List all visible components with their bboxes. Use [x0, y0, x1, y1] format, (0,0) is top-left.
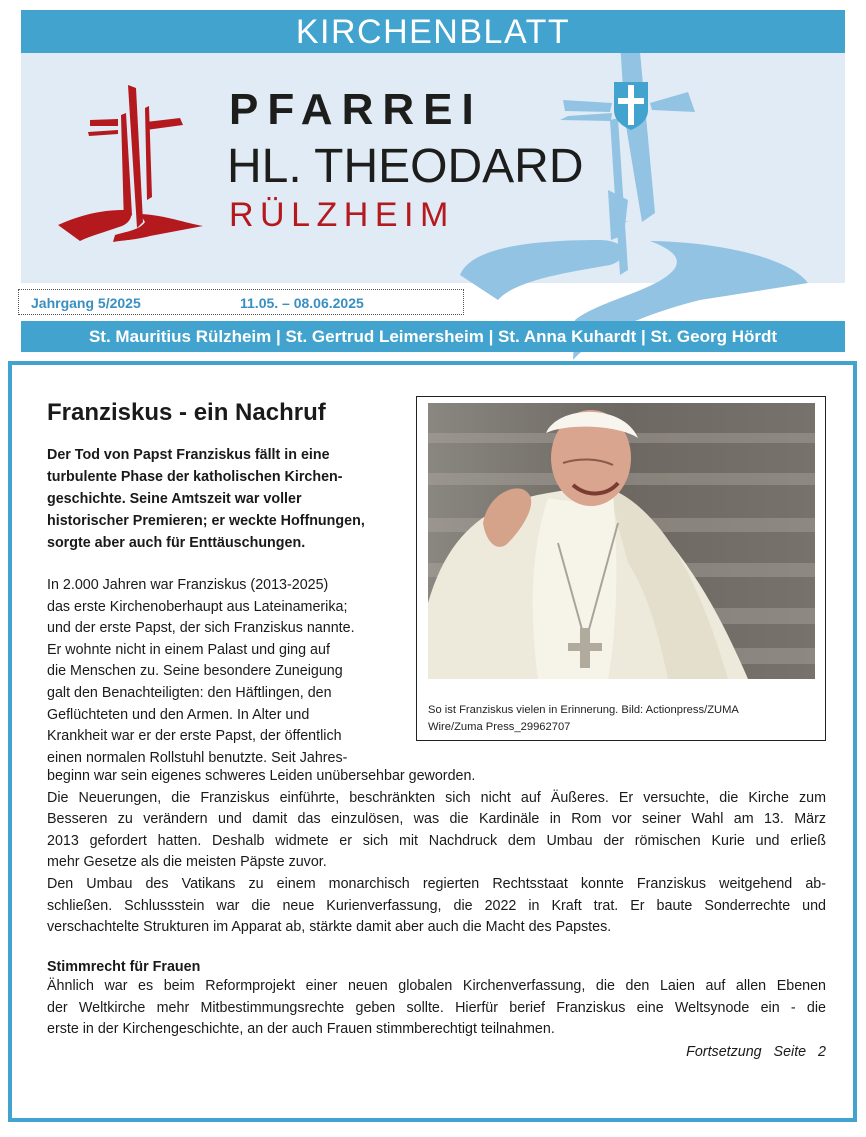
issue-number: Jahrgang 5/2025 — [31, 295, 141, 311]
parishes-band: St. Mauritius Rülzheim | St. Gertrud Leimersheim | St. Anna Kuhardt | St. Georg Hördt — [21, 321, 845, 352]
article-section-2 — [47, 976, 826, 1041]
article-title: Franziskus - ein Nachruf — [47, 399, 326, 426]
article-paragraph-1 — [47, 575, 417, 769]
text-line: 2013 gefordert hatten. Deshalb widmete er sich mit Nachdruck dem Umbau der römischen Kurie und erließ — [47, 832, 826, 849]
pope-francis-waving-photo — [428, 403, 815, 679]
red-cross-logo-icon — [58, 85, 203, 242]
blue-cross-shield-logo-icon — [460, 42, 808, 360]
text-line: verschachtelte Strukturen im Apparat ab, stärkte damit aber auch die Macht des Papstes. — [47, 919, 612, 936]
text-line: galt den Benachteiligten: den Häftlingen, den — [47, 684, 332, 701]
text-line: Krankheit war er der erste Papst, der öffentlich — [47, 728, 342, 745]
caption-line: So ist Franziskus vielen in Erinnerung. Bild: Actionpress/ZUMA — [428, 704, 739, 716]
logo-text-pfarrei: PFARREI — [229, 85, 483, 134]
lead-line: historischer Premieren; er weckte Hoffnungen, — [47, 513, 365, 529]
lead-line: sorgte aber auch für Enttäuschungen. — [47, 535, 306, 551]
text-line: beginn war sein eigenes schweres Leiden unübersehbar geworden. — [47, 768, 476, 784]
text-line: schließen. Schlussstein war die neue Kurienverfassung, die 2022 in Kraft trat. Er baute Sonderrechte und — [47, 897, 826, 914]
issue-info-box — [18, 289, 464, 315]
text-line: einen normalen Rollstuhl benutzte. Seit Jahres- — [47, 749, 348, 766]
text-line: mehr Gesetze als die meisten Päpste zuvor. — [47, 854, 327, 871]
text-line: In 2.000 Jahren war Franziskus (2013-2025) — [47, 577, 329, 593]
continuation-note[interactable]: Fortsetzung Seite 2 — [686, 1044, 826, 1060]
section-heading: Stimmrecht für Frauen — [47, 959, 201, 975]
text-line: Die Neuerungen, die Franziskus einführte, beschränkten sich nicht auf Äußeres. Er versuchte, die Kirche zum — [47, 789, 826, 806]
figure-caption — [428, 702, 818, 736]
logo-text-town: RÜLZHEIM — [229, 196, 455, 234]
text-line: erste in der Kirchengeschichte, an der auch Frauen stimmberechtigt teilnahmen. — [47, 1021, 555, 1038]
lead-line: turbulente Phase der katholischen Kirchen- — [47, 469, 343, 485]
article-body — [47, 766, 826, 939]
text-line: Besseren zu verändern und damit das einzulösen, was die Kardinäle in Rom vor seiner Wahl am 13. März — [47, 811, 826, 828]
issue-date-range: 11.05. – 08.06.2025 — [240, 295, 364, 311]
text-line: Geflüchteten und den Armen. In Alter und — [47, 706, 310, 723]
pope-francis-photo — [428, 403, 815, 679]
logo-text-parish-name: HL. THEODARD — [227, 140, 584, 193]
text-line: der Weltkirche mehr Mitbestimmungsrechte geben sollte. Hierfür berief Franziskus eine Weltsynode ein - die — [47, 999, 826, 1016]
lead-line: geschichte. Seine Amtszeit war voller — [47, 491, 302, 507]
caption-line: Wire/Zuma Press_29962707 — [428, 721, 571, 733]
text-line: Er wohnte nicht in einem Palast und ging auf — [47, 641, 330, 658]
newsletter-title: KIRCHENBLATT — [295, 13, 571, 51]
text-line: Den Umbau des Vatikans zu einem monarchisch regierten Rechtsstaat konnte Franziskus weitgehend ab- — [47, 875, 826, 892]
article-lead — [47, 444, 412, 554]
masthead-title-band — [21, 10, 845, 53]
text-line: die Menschen zu. Seine besondere Zuneigung — [47, 663, 343, 680]
text-line: das erste Kirchenoberhaupt aus Lateinamerika; — [47, 598, 348, 615]
article-figure — [416, 396, 826, 741]
lead-line: Der Tod von Papst Franziskus fällt in eine — [47, 447, 330, 463]
text-line: Ähnlich war es beim Reformprojekt einer neuen globalen Kirchenverfassung, die den Laien auf allen Ebenen — [47, 978, 826, 994]
text-line: und der erste Papst, der sich Franziskus nannte. — [47, 620, 355, 637]
